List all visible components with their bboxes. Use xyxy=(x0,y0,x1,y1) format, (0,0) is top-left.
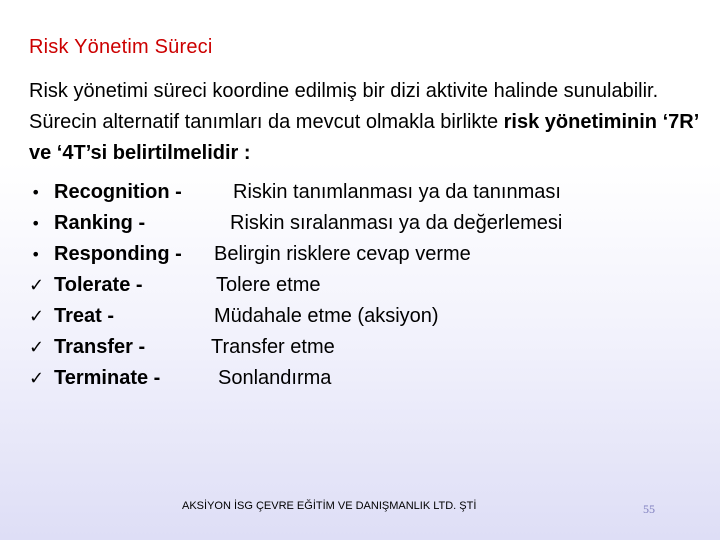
intro-paragraph xyxy=(29,76,699,169)
item-term: Responding - xyxy=(54,243,182,265)
item-description: Tolere etme xyxy=(216,274,321,296)
item-term: Ranking - xyxy=(54,212,146,234)
checkmark-icon: ✓ xyxy=(29,275,45,296)
list-item xyxy=(29,177,689,208)
list-item xyxy=(29,301,689,332)
list-item xyxy=(29,239,689,270)
slide-title: Risk Yönetim Süreci xyxy=(29,36,213,58)
item-term: Recognition - xyxy=(54,181,182,203)
item-description: Riskin sıralanması ya da değerlemesi xyxy=(230,212,563,234)
bullet-dot-icon: • xyxy=(31,183,41,202)
item-term: Terminate - xyxy=(54,367,161,389)
list-item xyxy=(29,332,689,363)
item-description: Riskin tanımlanması ya da tanınması xyxy=(233,181,561,203)
intro-text: Risk yönetimi süreci koordine edilmiş bir dizi aktivite halinde sunulabilir. Sürecin alternatif tanımları da mevcut olmakla birlikte xyxy=(29,80,659,133)
bullet-dot-icon: • xyxy=(31,245,41,264)
item-description: Müdahale etme (aksiyon) xyxy=(214,305,439,327)
item-description: Sonlandırma xyxy=(218,367,332,389)
item-description: Belirgin risklere cevap verme xyxy=(214,243,471,265)
process-list xyxy=(29,177,689,394)
checkmark-icon: ✓ xyxy=(29,368,45,389)
item-term: Transfer - xyxy=(54,336,146,358)
checkmark-icon: ✓ xyxy=(29,337,45,358)
list-item xyxy=(29,363,689,394)
footer-company-name: AKSİYON İSG ÇEVRE EĞİTİM VE DANIŞMANLIK LTD. ŞTİ xyxy=(182,500,477,512)
bullet-dot-icon: • xyxy=(31,214,41,233)
list-item xyxy=(29,270,689,301)
page-number: 55 xyxy=(643,502,655,516)
list-item xyxy=(29,208,689,239)
item-term: Tolerate - xyxy=(54,274,143,296)
item-description: Transfer etme xyxy=(211,336,335,358)
item-term: Treat - xyxy=(54,305,115,327)
checkmark-icon: ✓ xyxy=(29,306,45,327)
intro-bold-text: risk yönetiminin ‘7R’ ve ‘4T’si belirtilmelidir : xyxy=(29,111,699,164)
